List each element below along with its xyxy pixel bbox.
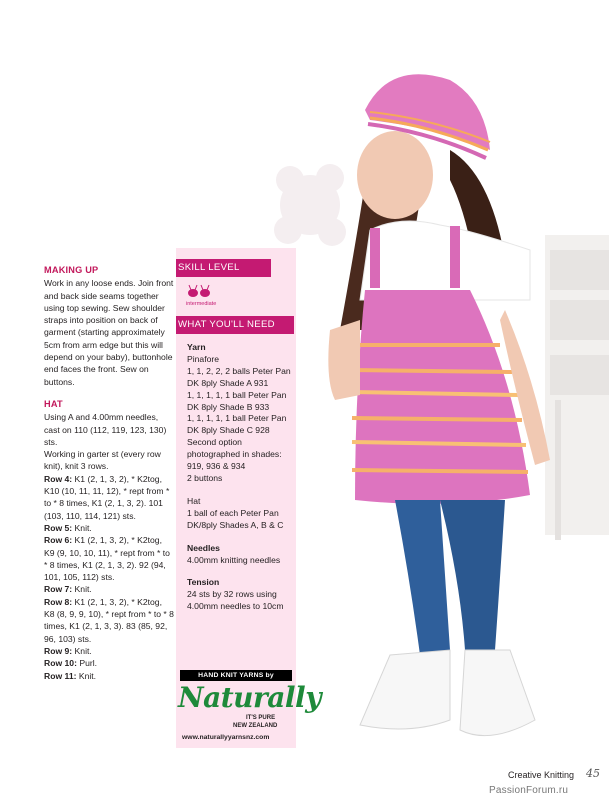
row-label: Row 5: — [44, 522, 73, 533]
magazine-name: Creative Knitting — [508, 770, 575, 780]
what-you-need-heading: WHAT YOU'LL NEED — [176, 316, 294, 334]
row-label: Row 9: — [44, 645, 73, 656]
needles-text: 4.00mm knitting needles — [187, 554, 281, 565]
logo-brand: Naturally — [178, 681, 321, 714]
instructions-column — [44, 264, 174, 682]
logo-url[interactable]: www.naturallyyarnsnz.com — [182, 734, 270, 741]
hat-yarn-line: 1 ball of each Peter Pan DK/8ply Shades A, B & C — [187, 507, 284, 530]
logo-subline-2: NEW ZEALAND — [233, 723, 278, 729]
row-text: K1 (2, 1, 3, 2), * K2tog, K10 (10, 11, 11, 12), * rept from * to * 8 times, K1 (2, 1, 3, 2). 101 (103, 110, 114, 121) sts. — [44, 473, 170, 521]
skill-level-value: intermediate — [186, 301, 217, 307]
needles-title: Needles — [187, 542, 220, 553]
yarn-line: 2 buttons — [187, 472, 223, 483]
row-text: Knit. — [72, 645, 92, 656]
naturally-logo — [178, 668, 321, 744]
logo-tagline: HAND KNIT YARNS by — [180, 670, 292, 681]
yarn-line: 1, 1, 1, 1, 1 ball Peter Pan DK 8ply Shade B 933 — [187, 389, 287, 412]
hat-row — [44, 670, 174, 682]
row-text: Knit. — [76, 670, 97, 681]
row-text: Purl. — [76, 658, 98, 669]
row-label: Row 11: — [44, 670, 77, 681]
row-label: Row 8: — [44, 596, 73, 607]
hat-intro-1: Using A and 4.00mm needles, cast on 110 (112, 119, 123, 130) sts. — [44, 412, 167, 447]
tension-text: 24 sts by 32 rows using 4.00mm needles to 10cm — [187, 589, 284, 612]
hat-row — [44, 645, 174, 657]
row-label: Row 7: — [44, 584, 73, 595]
page-number: 45 — [586, 767, 600, 780]
tension-title: Tension — [187, 577, 220, 588]
logo-subline-1: IT'S PURE — [246, 715, 276, 721]
hat-row — [44, 534, 174, 583]
row-text: Knit. — [72, 522, 92, 533]
yarn-line: Pinafore — [187, 353, 220, 364]
hat-row — [44, 583, 174, 595]
row-label: Row 10: — [44, 658, 77, 669]
hat-row — [44, 596, 174, 645]
hat-row — [44, 657, 174, 669]
hat-intro-2: Working in garter st (every row knit), knit 3 rows. — [44, 449, 161, 472]
hat-yarn-title: Hat — [187, 495, 201, 506]
hat-row — [44, 473, 174, 522]
yarn-line: Second option photographed in shades: 919, 936 & 934 — [187, 437, 282, 472]
yarn-title: Yarn — [187, 342, 206, 352]
yarn-line: 1, 1, 1, 1, 1 ball Peter Pan DK 8ply Shade C 928 — [187, 413, 287, 436]
hat-heading: HAT — [44, 398, 63, 409]
making-up-heading: MAKING UP — [44, 265, 99, 275]
child-photo — [300, 0, 609, 780]
row-text: K1 (2, 1, 3, 2), * K2tog, K9 (9, 10, 10, 11), * rept from * to * 8 times, K1 (2, 1, 3, 2). 92 (94, 101, 105, 112) sts. — [44, 535, 170, 583]
making-up-text: Work in any loose ends. Join front and back side seams together using top sewing. Sew shoulder straps into position on back of garment (starting approximately 5cm from arm edge but this will depend on your baby), buttonhole end faces the front. Sew on buttons. — [44, 278, 174, 387]
row-text: Knit. — [72, 584, 92, 595]
row-label: Row 6: — [44, 535, 73, 546]
watermark: PassionForum.ru — [489, 785, 569, 796]
row-text: K1 (2, 1, 3, 2), * K2tog, K8 (8, 9, 9, 10), * rept from * to * 8 times, K1 (2, 1, 3, 3). 83 (85, 92, 96, 103) sts. — [44, 596, 174, 644]
row-label: Row 4: — [44, 473, 73, 484]
skill-level-icon — [186, 283, 212, 299]
materials-list — [187, 342, 295, 613]
hat-row — [44, 522, 174, 534]
skill-level-heading: SKILL LEVEL — [176, 259, 271, 277]
yarn-line: 1, 1, 2, 2, 2 balls Peter Pan DK 8ply Shade A 931 — [187, 365, 291, 388]
